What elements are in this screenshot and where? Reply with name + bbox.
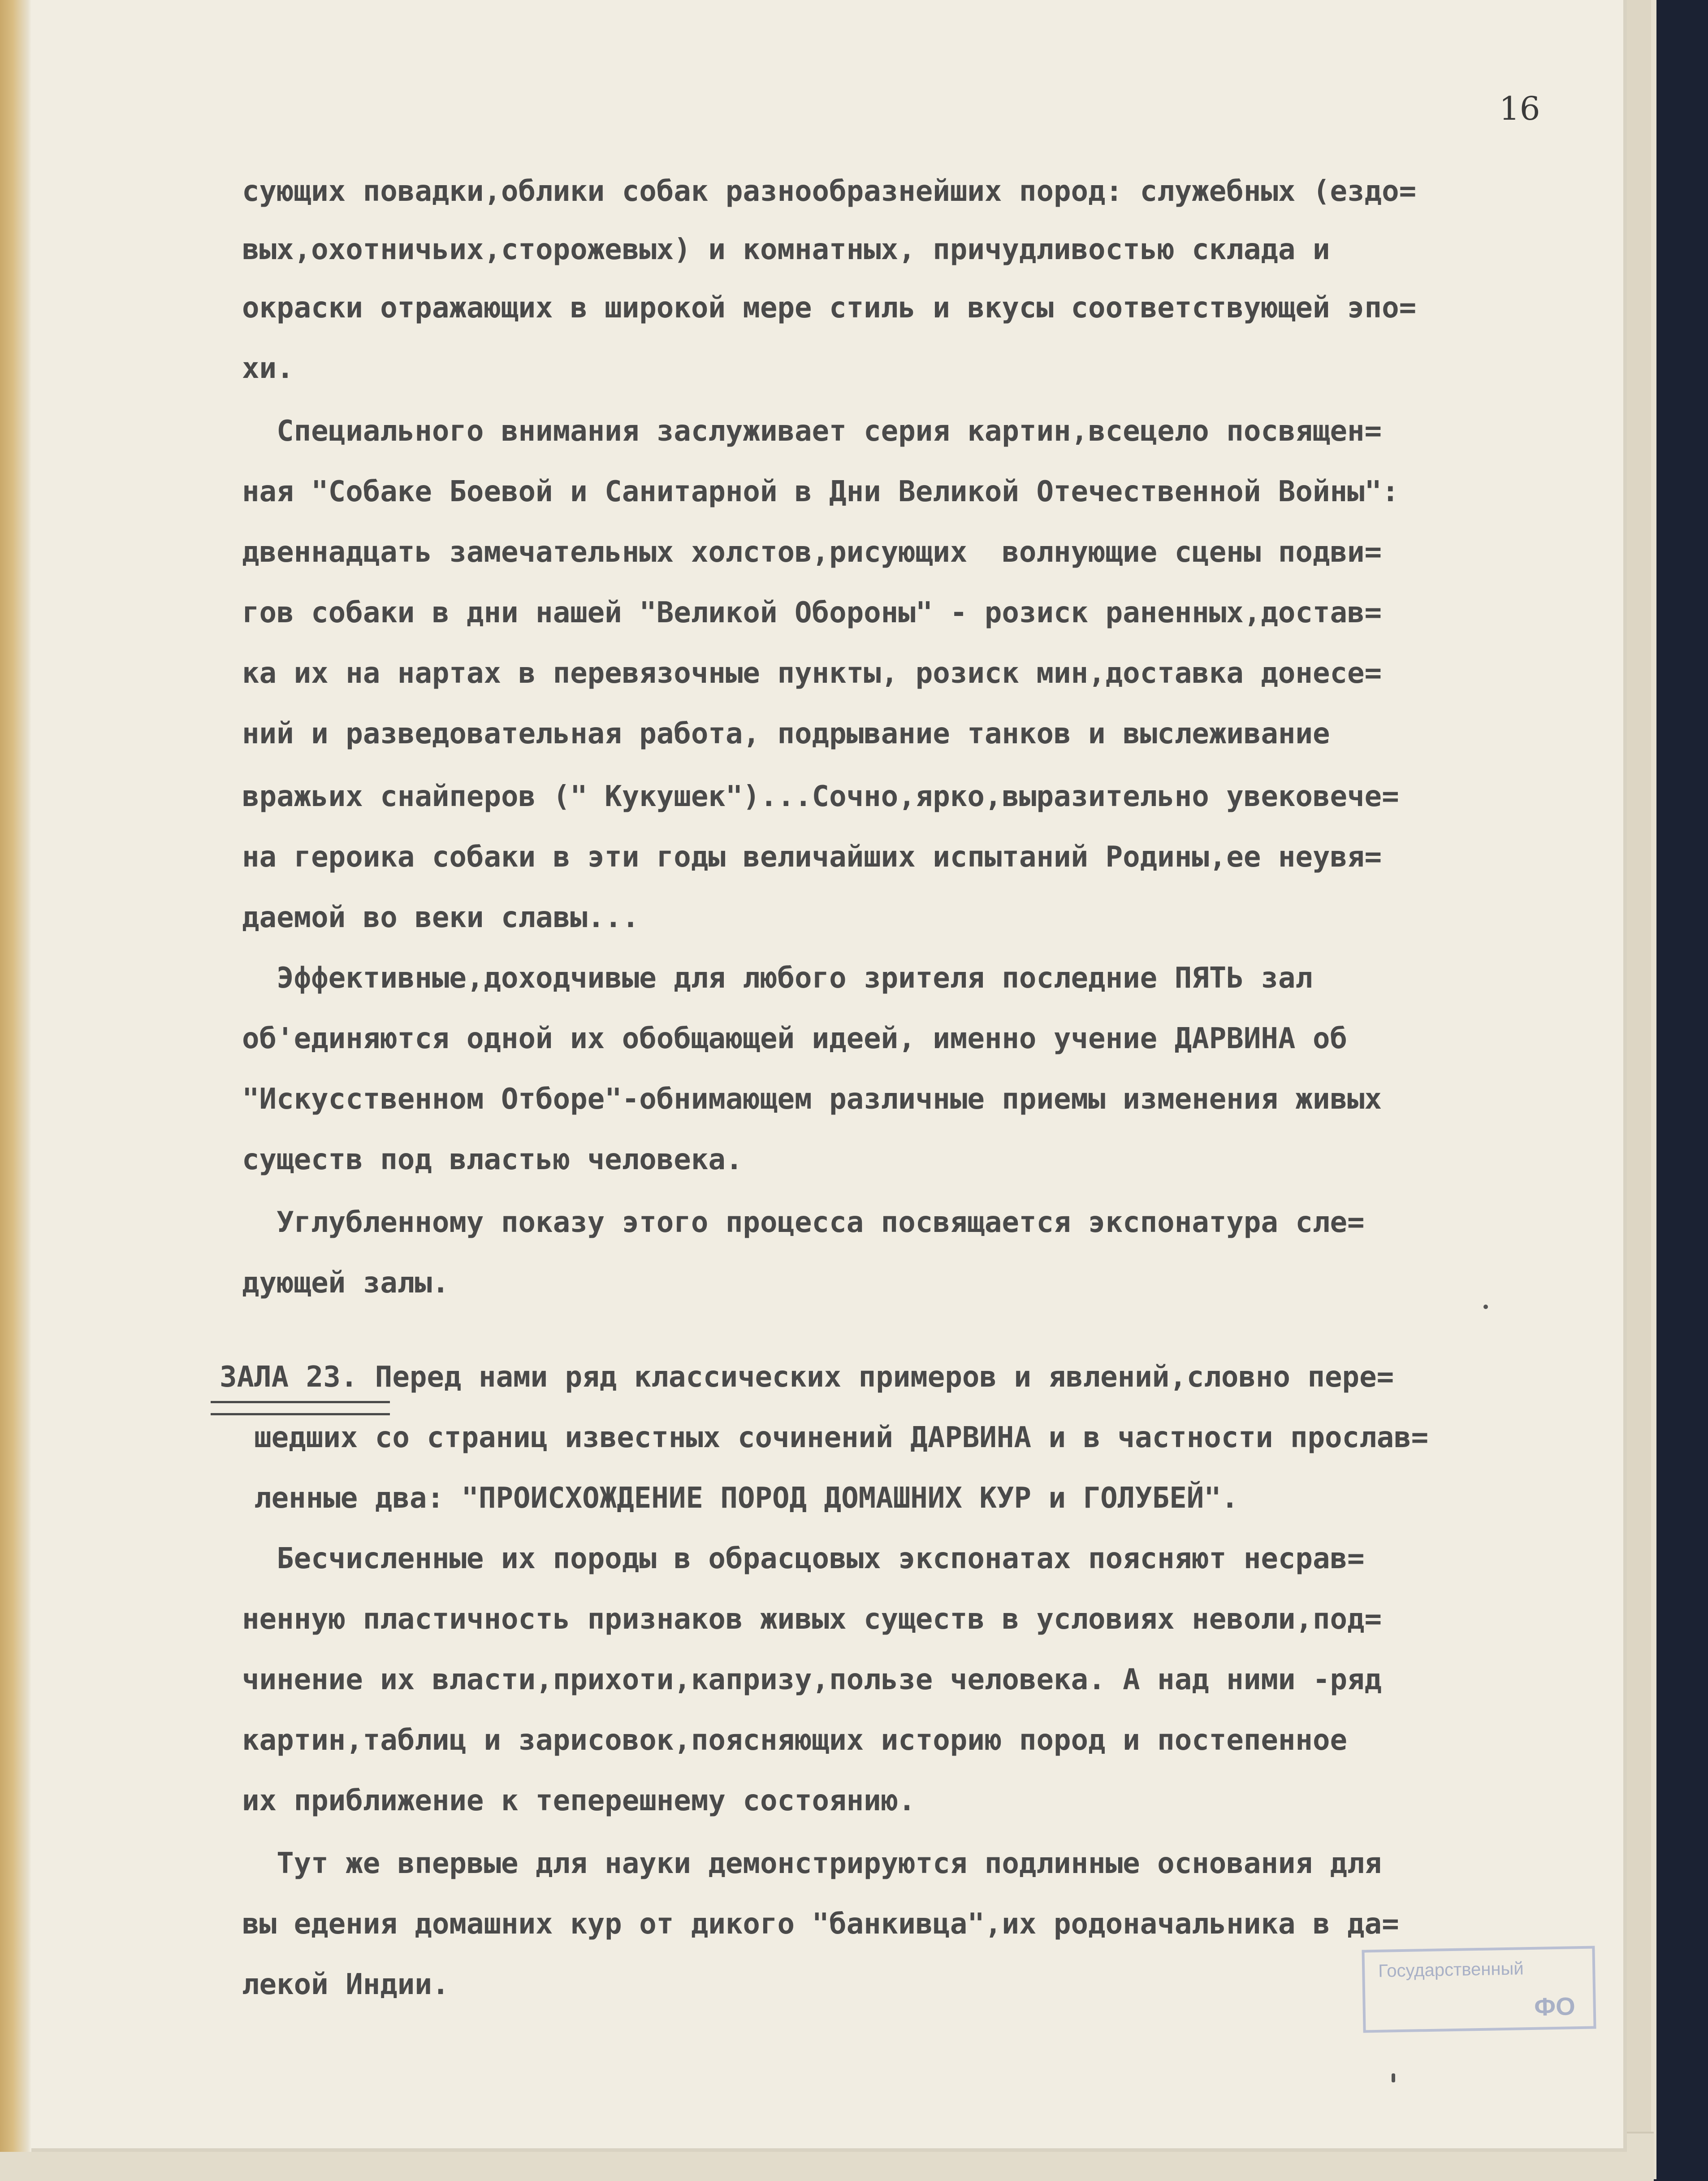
page-number: 16 [1499,90,1540,127]
text-line: об'единяются одной их обобщающей идеей, именно учение ДАРВИНА об [242,1022,1347,1055]
text-line: ная "Собаке Боевой и Санитарной в Дни Великой Отечественной Войны": [242,475,1399,508]
text-line: лекой Индии. [242,1968,450,2001]
text-line: "Искусственном Отборе"-обнимающем различные приемы изменения живых [242,1083,1382,1116]
text-line: Бесчисленные их породы в обрасцовых экспонатах поясняют несрав= [242,1542,1365,1575]
text-line: ний и разведовательная работа, подрывание танков и выслеживание [242,717,1330,750]
text-line: ленные два: "ПРОИСХОЖДЕНИЕ ПОРОД ДОМАШНИХ КУР и ГОЛУБЕЙ". [220,1482,1239,1515]
text-line: ненную пластичность признаков живых существ в условиях неволи,под= [242,1603,1382,1636]
text-line: Эффективные,доходчивые для любого зрителя последние ПЯТЬ зал [242,962,1313,995]
text-line: картин,таблиц и зарисовок,поясняющих историю пород и постепенное [242,1724,1347,1757]
text-line: существ под властью человека. [242,1143,743,1176]
paper-speck [1483,1305,1488,1309]
text-line: Углубленному показу этого процесса посвящается экспонатура сле= [242,1206,1365,1239]
heading-underline [211,1401,390,1415]
archive-stamp [1362,1946,1596,2033]
text-line: хи. [242,352,294,385]
text-line: вражьих снайперов (" Кукушек")...Сочно,ярко,выразительно увековече= [242,780,1399,813]
text-line: даемой во веки славы... [242,901,640,934]
text-line: ка их на нартах в перевязочные пункты, розиск мин,доставка донесе= [242,657,1382,690]
text-line: Тут же впервые для науки демонстрируются подлинные основания для [242,1847,1382,1880]
text-line: шедших со страниц известных сочинений ДАРВИНА и в частности прослав= [220,1421,1429,1454]
text-line: Специального внимания заслуживает серия картин,всецело посвящен= [242,415,1382,448]
paper-speck [1392,2073,1395,2082]
text-line: их приближение к теперешнему состоянию. [242,1784,916,1817]
text-line: сующих повадки,облики собак разнообразнейших пород: служебных (ездо= [242,175,1417,208]
text-line: на героика собаки в эти годы величайших испытаний Родины,ее неувя= [242,841,1382,874]
text-line: дующей залы. [242,1266,450,1300]
stamp-text: Государственный [1378,1959,1524,1981]
text-line: чинение их власти,прихоти,капризу,пользе человека. А над ними -ряд [242,1663,1382,1696]
text-line: гов собаки в дни нашей "Великой Обороны" - розиск раненных,достав= [242,596,1382,629]
stamp-code: ФО [1534,1992,1576,2021]
text-line: вых,охотничьих,сторожевых) и комнатных, причудливостью склада и [242,233,1330,266]
text-line: окраски отражающих в широкой мере стиль и вкусы соответствующей эпо= [242,291,1417,325]
binding-edge [0,0,31,2152]
text-line: двеннадцать замечательных холстов,рисующих волнующие сцены подви= [242,536,1382,569]
section-heading-line: ЗАЛА 23. Перед нами ряд классических примеров и явлений,словно пере= [220,1361,1394,1394]
text-line: вы едения домашних кур от дикого "банкивца",их родоначальника в да= [242,1908,1399,1941]
